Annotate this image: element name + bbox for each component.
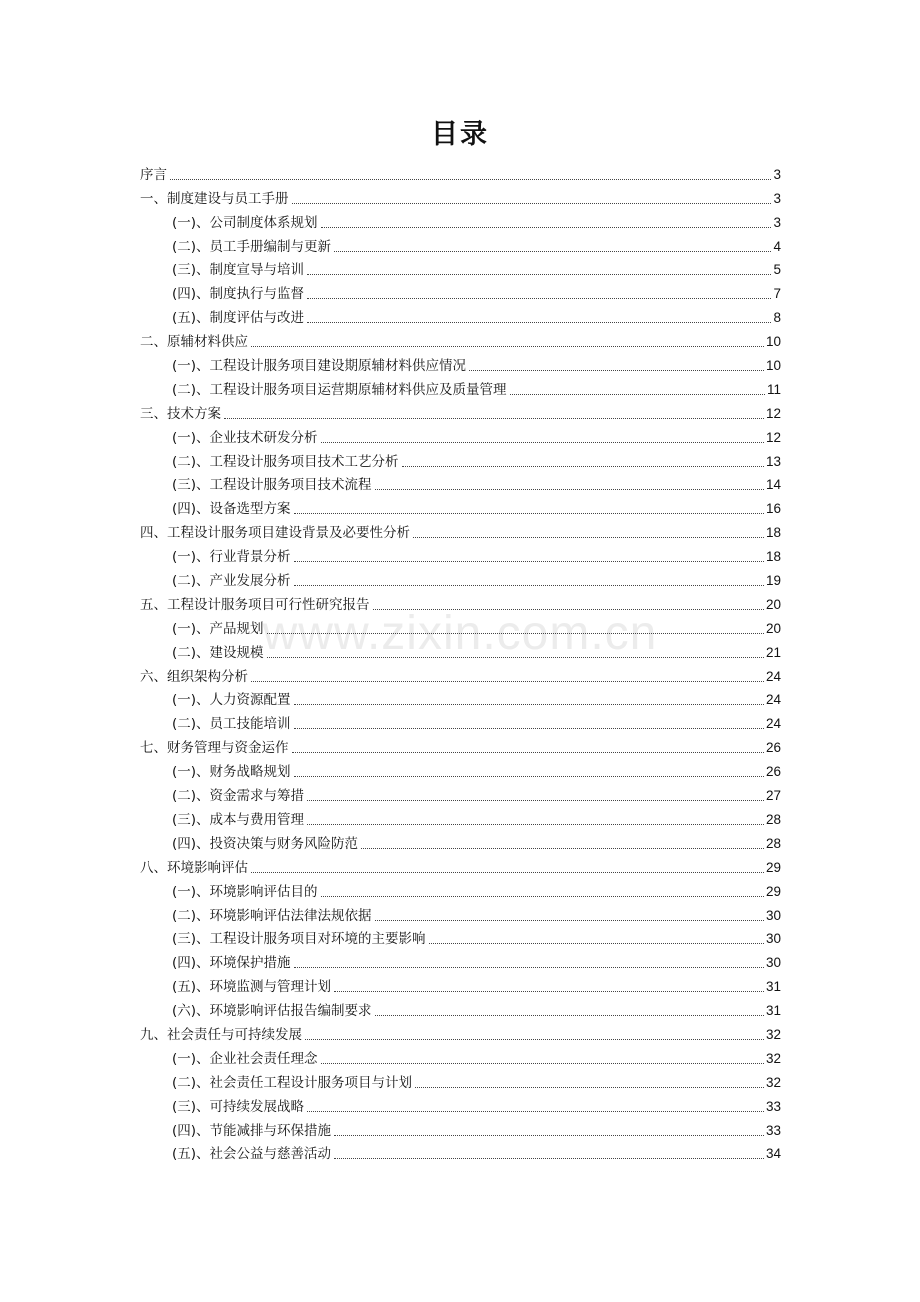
toc-entry-label: 七、财务管理与资金运作 (140, 740, 289, 757)
toc-entry[interactable] (140, 734, 781, 758)
toc-entry-page: 3 (773, 166, 781, 182)
toc-entry[interactable] (140, 782, 781, 806)
dot-leader (267, 657, 764, 658)
dot-leader (294, 513, 764, 514)
dot-leader (415, 1087, 764, 1088)
dot-leader (334, 1135, 764, 1136)
toc-entry-page: 29 (765, 859, 781, 875)
toc-entry-page: 31 (765, 1003, 781, 1019)
toc-entry[interactable] (140, 495, 781, 519)
toc-entry-label: 八、环境影响评估 (140, 859, 248, 876)
toc-entry-label: (三)、制度宣导与培训 (172, 262, 305, 279)
dot-leader (305, 1039, 764, 1040)
toc-entry-page: 20 (765, 596, 781, 612)
toc-entry-label: (二)、工程设计服务项目运营期原辅材料供应及质量管理 (172, 381, 507, 398)
dot-leader (402, 466, 764, 467)
toc-entry[interactable] (140, 352, 781, 376)
toc-entry-page: 10 (765, 358, 781, 374)
watermark: www.zixin.com.cn (262, 607, 658, 660)
toc-entry[interactable] (140, 830, 781, 854)
toc-entry-page: 32 (765, 1074, 781, 1090)
toc-entry-label: (三)、工程设计服务项目技术流程 (172, 477, 372, 494)
toc-entry-page: 14 (765, 477, 781, 493)
dot-leader (307, 274, 771, 275)
dot-leader (307, 322, 771, 323)
dot-leader (375, 920, 764, 921)
toc-entry-label: 一、制度建设与员工手册 (140, 190, 289, 207)
dot-leader (334, 991, 764, 992)
toc-entry[interactable] (140, 949, 781, 973)
dot-leader (373, 609, 764, 610)
toc-entry[interactable] (140, 567, 781, 591)
toc-entry[interactable] (140, 280, 781, 304)
toc-entry-label: 二、原辅材料供应 (140, 334, 248, 351)
toc-entry-page: 7 (773, 286, 781, 302)
toc-entry-label: (二)、资金需求与筹措 (172, 788, 305, 805)
dot-leader (251, 346, 764, 347)
toc-entry-label: (二)、员工技能培训 (172, 716, 291, 733)
dot-leader (334, 1158, 764, 1159)
dot-leader (469, 370, 764, 371)
toc-entry-page: 11 (766, 381, 781, 397)
dot-leader (267, 633, 764, 634)
toc-entry[interactable] (140, 424, 781, 448)
toc-entry-page: 12 (765, 429, 781, 445)
toc-entry[interactable] (140, 161, 781, 185)
toc-entry[interactable] (140, 1045, 781, 1069)
toc-entry[interactable] (140, 304, 781, 328)
toc-entry-page: 18 (765, 549, 781, 565)
toc-entry[interactable] (140, 710, 781, 734)
toc-entry-label: (五)、社会公益与慈善活动 (172, 1146, 332, 1163)
toc-entry[interactable] (140, 328, 781, 352)
toc-entry[interactable] (140, 185, 781, 209)
toc-entry[interactable] (140, 902, 781, 926)
toc-entry[interactable] (140, 878, 781, 902)
toc-entry[interactable] (140, 1117, 781, 1141)
toc-entry-label: 九、社会责任与可持续发展 (140, 1026, 302, 1043)
toc-entry[interactable] (140, 806, 781, 830)
toc-entry[interactable] (140, 1021, 781, 1045)
dot-leader (510, 394, 765, 395)
toc-entry[interactable] (140, 233, 781, 257)
toc-entry[interactable] (140, 687, 781, 711)
toc-entry-page: 21 (765, 644, 781, 660)
toc-entry-page: 3 (773, 214, 781, 230)
toc-entry-label: (三)、成本与费用管理 (172, 811, 305, 828)
toc-entry-page: 33 (765, 1098, 781, 1114)
dot-leader (251, 681, 764, 682)
toc-entry-page: 5 (773, 262, 781, 278)
toc-entry-label: (四)、节能减排与环保措施 (172, 1122, 332, 1139)
toc-entry-page: 20 (765, 620, 781, 636)
toc-entry-page: 4 (773, 238, 781, 254)
dot-leader (170, 179, 771, 180)
dot-leader (294, 561, 764, 562)
toc-entry-label: 序言 (140, 166, 167, 183)
dot-leader (251, 872, 764, 873)
dot-leader (294, 728, 764, 729)
toc-entry-label: (五)、制度评估与改进 (172, 310, 305, 327)
dot-leader (375, 1015, 764, 1016)
dot-leader (361, 848, 764, 849)
toc-entry[interactable] (140, 257, 781, 281)
toc-entry-label: (二)、员工手册编制与更新 (172, 238, 332, 255)
toc-entry[interactable] (140, 997, 781, 1021)
dot-leader (294, 704, 764, 705)
toc-entry-page: 28 (765, 835, 781, 851)
toc-entry[interactable] (140, 973, 781, 997)
toc-entry-page: 29 (765, 883, 781, 899)
dot-leader (321, 442, 764, 443)
toc-entry-label: (四)、投资决策与财务风险防范 (172, 835, 359, 852)
toc-entry-page: 19 (765, 573, 781, 589)
toc-entry-label: (一)、企业社会责任理念 (172, 1050, 318, 1067)
dot-leader (294, 776, 764, 777)
toc-entry-label: 六、组织架构分析 (140, 668, 248, 685)
toc-entry-label: (一)、产品规划 (172, 620, 264, 637)
dot-leader (307, 1111, 764, 1112)
toc-entry-label: (二)、环境影响评估法律法规依据 (172, 907, 372, 924)
toc-entry-page: 26 (765, 764, 781, 780)
toc-entry-label: 三、技术方案 (140, 405, 221, 422)
toc-entry-label: (二)、社会责任工程设计服务项目与计划 (172, 1074, 413, 1091)
dot-leader (224, 418, 764, 419)
toc-entry-label: (一)、财务战略规划 (172, 764, 291, 781)
toc-entry-page: 30 (765, 955, 781, 971)
dot-leader (321, 227, 772, 228)
toc-entry-label: (四)、设备选型方案 (172, 501, 291, 518)
toc-entry[interactable] (140, 400, 781, 424)
dot-leader (307, 824, 764, 825)
toc-entry-label: (四)、环境保护措施 (172, 955, 291, 972)
dot-leader (413, 537, 764, 538)
page-title: 目录 (431, 119, 489, 150)
dot-leader (375, 489, 764, 490)
dot-leader (292, 752, 764, 753)
toc-entry-label: 五、工程设计服务项目可行性研究报告 (140, 596, 370, 613)
toc-entry[interactable] (140, 663, 781, 687)
toc-entry-page: 24 (765, 668, 781, 684)
toc-entry[interactable] (140, 1069, 781, 1093)
toc-entry[interactable] (140, 519, 781, 543)
dot-leader (294, 585, 764, 586)
toc-entry-page: 12 (765, 405, 781, 421)
toc-entry-label: (五)、环境监测与管理计划 (172, 979, 332, 996)
toc-entry[interactable] (140, 639, 781, 663)
toc-entry-page: 34 (765, 1146, 781, 1162)
toc-entry[interactable] (140, 1141, 781, 1165)
toc-entry-label: (二)、建设规模 (172, 644, 264, 661)
dot-leader (429, 943, 764, 944)
toc-entry-label: 四、工程设计服务项目建设背景及必要性分析 (140, 525, 410, 542)
toc-entry-page: 30 (765, 931, 781, 947)
toc-entry-page: 24 (765, 716, 781, 732)
toc-entry-page: 16 (765, 501, 781, 517)
toc-entry[interactable] (140, 543, 781, 567)
toc-entry-page: 33 (765, 1122, 781, 1138)
dot-leader (307, 800, 764, 801)
toc-entry-page: 26 (765, 740, 781, 756)
toc-entry-label: (四)、制度执行与监督 (172, 286, 305, 303)
toc-entry[interactable] (140, 376, 781, 400)
toc-entry-page: 8 (773, 310, 781, 326)
toc-entry-label: (一)、环境影响评估目的 (172, 883, 318, 900)
toc-entry-page: 27 (765, 788, 781, 804)
dot-leader (307, 298, 771, 299)
toc-entry[interactable] (140, 854, 781, 878)
dot-leader (292, 203, 772, 204)
toc-entry-label: (三)、工程设计服务项目对环境的主要影响 (172, 931, 426, 948)
toc-entry-page: 3 (773, 190, 781, 206)
toc-entry-label: (二)、产业发展分析 (172, 573, 291, 590)
toc-entry-label: (一)、行业背景分析 (172, 549, 291, 566)
toc-entry-page: 13 (765, 453, 781, 469)
toc-entry-page: 24 (765, 692, 781, 708)
toc-entry[interactable] (140, 1093, 781, 1117)
toc-entry[interactable] (140, 926, 781, 950)
toc-entry-label: (一)、人力资源配置 (172, 692, 291, 709)
toc-entry-label: (三)、可持续发展战略 (172, 1098, 305, 1115)
dot-leader (321, 896, 764, 897)
table-of-contents (140, 161, 781, 1164)
toc-entry[interactable] (140, 472, 781, 496)
toc-entry-label: (二)、工程设计服务项目技术工艺分析 (172, 453, 399, 470)
toc-entry[interactable] (140, 448, 781, 472)
dot-leader (334, 251, 771, 252)
dot-leader (321, 1063, 764, 1064)
toc-entry-label: (一)、企业技术研发分析 (172, 429, 318, 446)
toc-entry-label: (六)、环境影响评估报告编制要求 (172, 1003, 372, 1020)
toc-entry-page: 28 (765, 811, 781, 827)
toc-entry-page: 18 (765, 525, 781, 541)
toc-entry[interactable] (140, 591, 781, 615)
toc-entry-page: 31 (765, 979, 781, 995)
toc-entry-label: (一)、工程设计服务项目建设期原辅材料供应情况 (172, 358, 467, 375)
toc-entry-page: 10 (765, 334, 781, 350)
toc-entry[interactable] (140, 758, 781, 782)
toc-entry-page: 32 (765, 1026, 781, 1042)
dot-leader (294, 967, 764, 968)
toc-entry[interactable] (140, 209, 781, 233)
toc-entry[interactable] (140, 615, 781, 639)
toc-entry-page: 30 (765, 907, 781, 923)
toc-entry-page: 32 (765, 1050, 781, 1066)
toc-entry-label: (一)、公司制度体系规划 (172, 214, 318, 231)
